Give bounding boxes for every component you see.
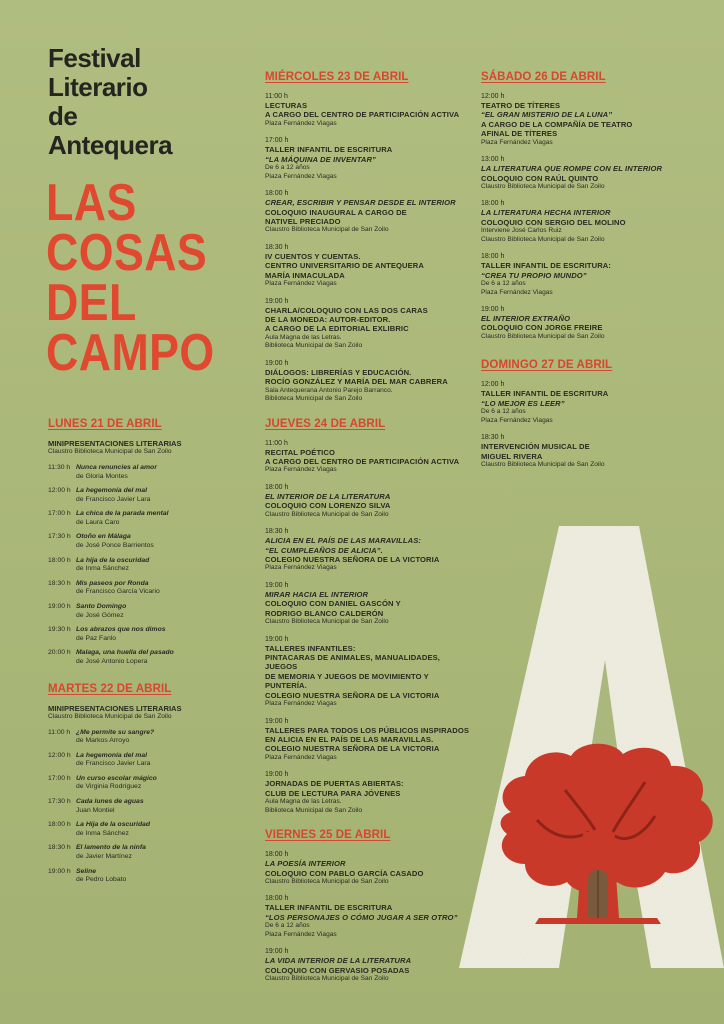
- event-title-line: “LA MÁQUINA DE INVENTAR”: [265, 154, 376, 164]
- list-item: [48, 580, 238, 597]
- event-title-line: “CREA TU PROPIO MUNDO”: [481, 270, 587, 280]
- item-info: [76, 464, 157, 481]
- day-block: [48, 418, 238, 667]
- event-item: [265, 439, 470, 475]
- event-place: Plaza Fernández Viagas: [265, 753, 337, 761]
- item-info: [76, 821, 150, 838]
- event-time: 19:00 h: [265, 581, 289, 589]
- event-time: 18:30 h: [265, 243, 289, 251]
- event-title-line: TALLER INFANTIL DE ESCRITURA: [481, 389, 609, 399]
- event-title-line: COLOQUIO CON JORGE FREIRE: [481, 323, 603, 333]
- book-title: El lamento de la ninfa: [76, 844, 146, 852]
- list-item: [48, 557, 238, 574]
- event-item: [481, 305, 681, 341]
- item-time: 12:00 h: [48, 751, 71, 759]
- book-title: La hegemonía del mal: [76, 751, 148, 759]
- event-title-line: TALLERES PARA TODOS LOS PÚBLICOS INSPIRADOS: [265, 725, 470, 735]
- event-time: 18:00 h: [265, 190, 289, 198]
- event-title-line: COLEGIO NUESTRA SEÑORA DE LA VICTORIA: [265, 555, 440, 565]
- event-title-line: RODRIGO BLANCO CALDERÓN: [265, 608, 384, 618]
- book-title: ¿Me permite su sangre?: [76, 728, 155, 736]
- event-title-line: TALLER INFANTIL DE ESCRITURA:: [481, 261, 612, 271]
- event-title-line: “LO MEJOR ES LEER”: [481, 398, 565, 408]
- list-item: [48, 729, 238, 746]
- book-author: de Inma Sánchez: [76, 829, 129, 837]
- event-title-line: LECTURAS: [265, 101, 308, 110]
- event-time: 18:00 h: [481, 253, 505, 261]
- list-item: [48, 533, 238, 550]
- book-author: de Javier Martínez: [76, 853, 132, 861]
- event-title-line: MIRAR HACIA EL INTERIOR: [265, 589, 369, 599]
- event-title-line: LA POESÍA INTERIOR: [265, 859, 346, 869]
- event-title-line: EL INTERIOR EXTRAÑO: [481, 314, 571, 324]
- item-time: 17:00 h: [48, 510, 71, 518]
- item-time: 18:30 h: [48, 844, 71, 852]
- event-item: [265, 894, 470, 939]
- event-title-line: TALLER INFANTIL DE ESCRITURA: [265, 145, 393, 155]
- list-item: [48, 464, 238, 481]
- book-title: Un curso escolar mágico: [76, 774, 157, 782]
- item-info: [76, 603, 126, 620]
- item-time: 18:00 h: [48, 556, 71, 564]
- day-heading: MARTES 22 DE ABRIL: [48, 682, 172, 695]
- event-place: De 6 a 12 años: [481, 408, 526, 416]
- event-place: Sala Antequerana Antonio Parejo Barranco.: [265, 386, 393, 394]
- item-time: 19:30 h: [48, 626, 71, 634]
- event-place: Claustro Biblioteca Municipal de San Zoilo: [481, 182, 605, 190]
- list-item: [48, 844, 238, 861]
- book-author: de Markos Arroyo: [76, 737, 130, 745]
- title-line: DEL: [46, 274, 137, 332]
- day-block: [481, 71, 681, 341]
- event-time: 18:00 h: [265, 895, 289, 903]
- book-title: La hegemonía del mal: [76, 487, 148, 495]
- item-time: 19:00 h: [48, 867, 71, 875]
- event-title-line: DE LA MONEDA: AUTOR-EDITOR.: [265, 314, 391, 324]
- event-time: 18:00 h: [265, 483, 289, 491]
- event-time: 19:00 h: [265, 948, 289, 956]
- item-info: [76, 533, 154, 550]
- event-place: Interviene José Carlos Ruiz: [481, 227, 562, 235]
- item-time: 17:30 h: [48, 533, 71, 541]
- event-place: Claustro Biblioteca Municipal de San Zoilo: [265, 618, 389, 626]
- event-place: Plaza Fernández Viagas: [481, 416, 553, 424]
- event-title-line: COLEGIO NUESTRA SEÑORA DE LA VICTORIA: [265, 744, 440, 754]
- item-info: [76, 844, 146, 861]
- event-time: 11:00 h: [265, 439, 288, 447]
- list-item: [48, 510, 238, 527]
- book-author: de Paz Fanlo: [76, 634, 117, 642]
- event-title-line: MIGUEL RIVERA: [481, 451, 543, 461]
- day-block: [48, 683, 238, 885]
- event-title-line: A CARGO DE LA COMPAÑÍA DE TEATRO: [481, 119, 633, 129]
- event-place: Plaza Fernández Viagas: [265, 119, 337, 127]
- title-line: COSAS: [46, 224, 208, 282]
- day-heading: DOMINGO 27 DE ABRIL: [481, 359, 613, 372]
- item-time: 18:00 h: [48, 821, 71, 829]
- event-item: [481, 252, 681, 297]
- event-title-line: LA VIDA INTERIOR DE LA LITERATURA: [265, 956, 412, 966]
- item-time: 19:00 h: [48, 603, 71, 611]
- event-title-line: “EL CUMPLEAÑOS DE ALICIA”.: [265, 545, 383, 555]
- event-time: 19:00 h: [265, 771, 289, 779]
- event-time: 12:00 h: [481, 93, 505, 100]
- event-title-line: COLEGIO NUESTRA SEÑORA DE LA VICTORIA: [265, 690, 440, 700]
- item-info: [76, 557, 149, 574]
- event-title-line: JORNADAS DE PUERTAS ABIERTAS:: [265, 779, 404, 789]
- day-block: [265, 71, 470, 404]
- event-item: [265, 243, 470, 289]
- event-place: Claustro Biblioteca Municipal de San Zoilo: [265, 877, 389, 885]
- book-author: de Francisco García Vicario: [76, 588, 160, 596]
- event-place: Biblioteca Municipal de San Zoilo: [265, 806, 363, 814]
- event-title-line: IV CUENTOS Y CUENTAS.: [265, 251, 361, 261]
- list-item: [48, 752, 238, 769]
- event-place: Plaza Fernández Viagas: [265, 280, 337, 288]
- day-heading: MIÉRCOLES 23 DE ABRIL: [265, 71, 409, 83]
- event-title-line: A CARGO DEL CENTRO DE PARTICIPACIÓN ACTIVA: [265, 110, 460, 120]
- item-info: [76, 775, 157, 792]
- book-title: Nunca renuncies al amor: [76, 463, 157, 471]
- day-block: [481, 359, 681, 469]
- item-info: [76, 580, 160, 597]
- list-item: [48, 798, 238, 815]
- event-place: Aula Magna de las Letras.: [265, 798, 342, 806]
- event-title-line: LA LITERATURA QUE ROMPE CON EL INTERIOR: [481, 164, 663, 174]
- item-time: 12:00 h: [48, 487, 71, 495]
- book-title: La hija de la oscuridad: [76, 556, 150, 564]
- event-title-line: TALLERES INFANTILES:: [265, 643, 356, 653]
- book-title: Los abrazos que nos dimos: [76, 626, 166, 634]
- poster-title: [46, 174, 242, 382]
- event-place: Plaza Fernández Viagas: [265, 564, 337, 572]
- event-place: Plaza Fernández Viagas: [481, 138, 553, 146]
- event-place: Claustro Biblioteca Municipal de San Zoilo: [481, 332, 605, 340]
- event-item: [265, 850, 470, 886]
- book-author: de José Gómez: [76, 611, 124, 619]
- event-place: Biblioteca Municipal de San Zoilo: [265, 395, 363, 403]
- event-time: 19:00 h: [265, 297, 289, 305]
- event-time: 18:30 h: [265, 528, 289, 536]
- book-author: de Gloria Montes: [76, 472, 128, 480]
- event-item: [481, 380, 681, 425]
- event-place: Plaza Fernández Viagas: [265, 172, 337, 180]
- event-place: Plaza Fernández Viagas: [265, 930, 337, 938]
- section-place: Claustro Biblioteca Municipal de San Zoilo: [48, 713, 172, 720]
- event-place: Claustro Biblioteca Municipal de San Zoilo: [265, 975, 389, 983]
- event-time: 12:00 h: [481, 381, 505, 389]
- book-author: de José Antonio Lopera: [76, 658, 148, 665]
- event-item: [265, 770, 470, 815]
- event-title-line: COLOQUIO CON RAÚL QUINTO: [481, 173, 599, 183]
- event-place: De 6 a 12 años: [481, 280, 526, 288]
- event-time: 19:00 h: [481, 306, 505, 314]
- event-title-line: EL INTERIOR DE LA LITERATURA: [265, 491, 391, 501]
- event-item: [481, 433, 681, 469]
- event-place: De 6 a 12 años: [265, 164, 310, 172]
- book-title: Mis paseos por Ronda: [76, 579, 149, 587]
- event-title-line: CLUB DE LECTURA PARA JÓVENES: [265, 788, 401, 798]
- festival-line: de: [48, 101, 78, 131]
- day-block: [265, 418, 470, 816]
- book-title: Otoño en Málaga: [76, 533, 131, 541]
- item-info: [76, 798, 144, 815]
- festival-line: Festival: [48, 43, 141, 73]
- event-item: [481, 92, 681, 147]
- book-author: de Francisco Javier Lara: [76, 760, 151, 768]
- event-title-line: COLOQUIO CON LORENZO SILVA: [265, 501, 391, 511]
- item-info: [76, 868, 126, 885]
- event-item: [481, 199, 681, 244]
- event-title-line: A CARGO DE LA EDITORIAL EXLIBRIC: [265, 324, 409, 334]
- book-title: Cada lunes de aguas: [76, 798, 144, 806]
- event-title-line: COLOQUIO CON SERGIO DEL MOLINO: [481, 217, 626, 227]
- item-time: 11:30 h: [48, 463, 71, 471]
- event-item: [265, 92, 470, 128]
- event-title-line: ROCÍO GONZÁLEZ Y MARÍA DEL MAR CABRERA: [265, 377, 448, 387]
- list-item: [48, 626, 238, 643]
- event-time: 19:00 h: [265, 359, 289, 367]
- event-title-line: “EL GRAN MISTERIO DE LA LUNA”: [481, 110, 613, 120]
- event-place: Plaza Fernández Viagas: [265, 466, 337, 474]
- book-title: Seline: [76, 867, 97, 875]
- item-time: 17:30 h: [48, 798, 71, 806]
- event-item: [265, 189, 470, 235]
- list-item: [48, 603, 238, 620]
- book-title: Malaga, una huella del pasado: [76, 649, 174, 657]
- event-place: Plaza Fernández Viagas: [481, 288, 553, 296]
- event-time: 17:00 h: [265, 137, 289, 145]
- section-place: Claustro Biblioteca Municipal de San Zoilo: [48, 448, 172, 456]
- event-place: Biblioteca Municipal de San Zoilo: [265, 342, 363, 350]
- list-item: [48, 487, 238, 504]
- event-item: [265, 717, 470, 763]
- book-author: de Virginia Rodríguez: [76, 783, 142, 791]
- list-item: [48, 649, 238, 666]
- event-title-line: MARÍA INMACULADA: [265, 270, 345, 280]
- letter-a-tree-graphic: [455, 520, 724, 970]
- event-title-line: COLOQUIO CON DANIEL GASCÓN Y: [265, 599, 401, 609]
- event-title-line: CREAR, ESCRIBIR Y PENSAR DESDE EL INTERIOR: [265, 198, 456, 208]
- book-author: de Pedro Lobato: [76, 876, 127, 884]
- event-title-line: NATIVEL PRECIADO: [265, 216, 341, 226]
- section-title: MINIPRESENTACIONES LITERARIAS: [48, 439, 182, 448]
- day-heading: VIERNES 25 DE ABRIL: [265, 829, 391, 842]
- book-author: de Laura Caro: [76, 518, 120, 526]
- section-title: MINIPRESENTACIONES LITERARIAS: [48, 703, 182, 713]
- book-title: La Hija de la oscuridad: [76, 821, 151, 829]
- event-title-line: COLOQUIO CON PABLO GARCÍA CASADO: [265, 868, 424, 878]
- title-line: CAMPO: [46, 324, 215, 382]
- festival-line: Literario: [48, 72, 148, 102]
- event-title-line: RECITAL POÉTICO: [265, 447, 335, 457]
- item-info: [76, 752, 150, 769]
- list-item: [48, 868, 238, 885]
- event-time: 19:00 h: [265, 635, 289, 643]
- day-heading: LUNES 21 DE ABRIL: [48, 418, 162, 430]
- book-title: La chica de la parada mental: [76, 510, 169, 518]
- event-place: De 6 a 12 años: [265, 922, 310, 930]
- column-left: [48, 418, 238, 901]
- event-time: 19:00 h: [265, 717, 289, 725]
- event-item: [265, 297, 470, 351]
- book-author: Juan Montiel: [76, 806, 115, 814]
- event-item: [265, 635, 470, 709]
- event-place: Claustro Biblioteca Municipal de San Zoilo: [481, 461, 605, 468]
- event-item: [265, 359, 470, 404]
- event-place: Claustro Biblioteca Municipal de San Zoilo: [265, 510, 389, 518]
- festival-line: Antequera: [48, 130, 173, 160]
- event-title-line: “LOS PERSONAJES O CÓMO JUGAR A SER OTRO”: [265, 912, 458, 922]
- event-title-line: CHARLA/COLOQUIO CON LAS DOS CARAS: [265, 305, 428, 315]
- day-block: [265, 829, 470, 983]
- event-time: 18:00 h: [265, 851, 289, 859]
- item-info: [76, 729, 154, 746]
- list-item: [48, 821, 238, 838]
- event-title-line: COLOQUIO CON GERVASIO POSADAS: [265, 965, 410, 975]
- day-heading: SÁBADO 26 DE ABRIL: [481, 71, 606, 83]
- book-author: de Inma Sánchez: [76, 565, 129, 573]
- event-title-line: LA LITERATURA HECHA INTERIOR: [481, 208, 611, 218]
- event-title-line: CENTRO UNIVERSITARIO DE ANTEQUERA: [265, 261, 424, 271]
- item-info: [76, 487, 150, 504]
- book-title: Santo Domingo: [76, 603, 127, 611]
- item-info: [76, 510, 169, 527]
- event-time: 13:00 h: [481, 156, 505, 164]
- event-title-line: AFINAL DE TÍTERES: [481, 129, 558, 139]
- column-middle: [265, 71, 470, 998]
- event-title-line: PINTACARAS DE ANIMALES, MANUALIDADES, JUEGOS: [265, 653, 440, 672]
- event-time: 18:00 h: [481, 200, 505, 208]
- event-item: [265, 483, 470, 519]
- event-place: Plaza Fernández Viagas: [265, 700, 337, 708]
- title-line: LAS: [46, 174, 137, 232]
- event-title-line: A CARGO DEL CENTRO DE PARTICIPACIÓN ACTIVA: [265, 457, 460, 466]
- event-item: [265, 527, 470, 573]
- event-place: Claustro Biblioteca Municipal de San Zoilo: [481, 235, 605, 243]
- event-title-line: TEATRO DE TÍTERES: [481, 101, 561, 110]
- event-title-line: TALLER INFANTIL DE ESCRITURA: [265, 903, 393, 913]
- event-place: Aula Magna de las Letras.: [265, 333, 342, 341]
- book-author: de Francisco Javier Lara: [76, 495, 151, 503]
- event-title-line: ALICIA EN EL PAÍS DE LAS MARAVILLAS:: [265, 536, 422, 546]
- festival-name: [48, 44, 172, 160]
- event-item: [265, 581, 470, 627]
- event-item: [265, 947, 470, 983]
- event-title-line: DIÁLOGOS: LIBRERÍAS Y EDUCACIÓN.: [265, 367, 412, 377]
- item-info: [76, 649, 174, 666]
- day-heading: JUEVES 24 DE ABRIL: [265, 417, 386, 430]
- event-item: [481, 155, 681, 191]
- item-time: 20:00 h: [48, 649, 71, 657]
- column-right: [481, 71, 681, 488]
- event-item: [265, 136, 470, 181]
- event-title-line: COLOQUIO INAUGURAL A CARGO DE: [265, 207, 407, 217]
- event-title-line: INTERVENCIÓN MUSICAL DE: [481, 442, 590, 452]
- book-author: de José Ponce Barrientos: [76, 542, 154, 550]
- event-place: Claustro Biblioteca Municipal de San Zoilo: [265, 226, 389, 234]
- item-time: 11:00 h: [48, 728, 71, 736]
- event-title-line: EN ALICIA EN EL PAÍS DE LAS MARAVILLAS.: [265, 735, 434, 744]
- event-time: 18:30 h: [481, 434, 505, 442]
- event-time: 11:00 h: [265, 93, 288, 100]
- item-time: 17:00 h: [48, 774, 71, 782]
- list-item: [48, 775, 238, 792]
- event-title-line: DE MEMORIA Y JUEGOS DE MOVIMIENTO Y PUNTERÍA.: [265, 671, 429, 691]
- item-info: [76, 626, 166, 643]
- item-time: 18:30 h: [48, 579, 71, 587]
